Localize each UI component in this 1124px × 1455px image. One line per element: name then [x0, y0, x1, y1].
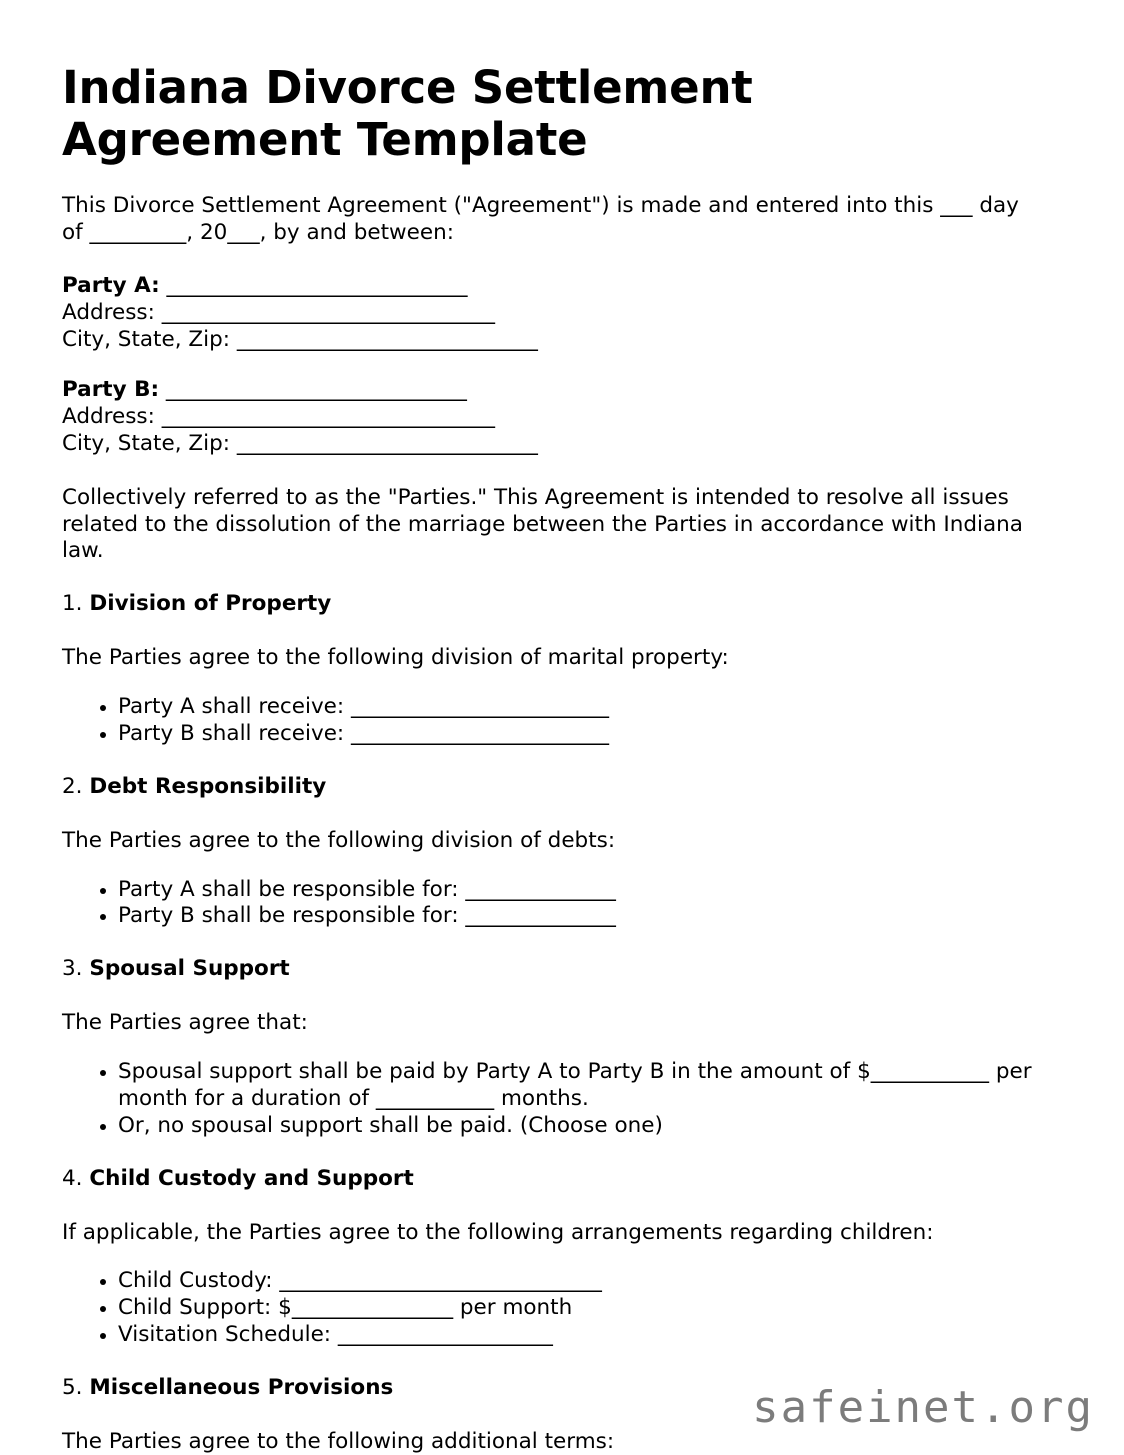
party-b-block: [62, 377, 1046, 457]
intro-paragraph: This Divorce Settlement Agreement ("Agreement") is made and entered into this ___ day of _________, 20___, by and between:: [62, 193, 1019, 246]
document-body: [62, 62, 1046, 1455]
section-lead-1: The Parties agree to the following division of marital property:: [62, 645, 729, 671]
party-b-name-blank: ____________________________: [159, 377, 467, 403]
section-bullets-2: [62, 877, 1046, 931]
section-lead-4: If applicable, the Parties agree to the following arrangements regarding children:: [62, 1219, 934, 1245]
party-b-name-line: [62, 377, 1046, 404]
section-title-4: Child Custody and Support: [89, 1165, 414, 1191]
list-item: Child Support: $_______________ per month: [62, 1295, 1046, 1322]
list-item: Party A shall be responsible for: ______________: [62, 877, 1046, 904]
party-a-city-blank: ____________________________: [229, 326, 538, 352]
party-a-address-label: Address:: [62, 299, 155, 325]
section-heading-1: [62, 591, 1046, 618]
list-item: Child Custody: ______________________________: [62, 1268, 1046, 1295]
section-title-1: Division of Property: [89, 591, 332, 617]
party-b-label: Party B:: [62, 377, 160, 403]
party-b-city-blank: ____________________________: [229, 430, 538, 456]
section-number-5: 5.: [62, 1375, 83, 1401]
section-bullets-1: [62, 694, 1046, 748]
list-item: Visitation Schedule: ____________________: [62, 1322, 1046, 1349]
section-lead-3: The Parties agree that:: [62, 1010, 308, 1036]
list-item: Party B shall be responsible for: ______________: [62, 903, 1046, 930]
section-heading-4: [62, 1166, 1046, 1193]
party-a-city-label: City, State, Zip:: [62, 326, 230, 352]
section-number-2: 2.: [62, 773, 83, 799]
watermark: safeinet.org: [752, 1382, 1094, 1433]
list-item: Or, no spousal support shall be paid. (Choose one): [62, 1113, 1046, 1140]
section-lead-5: The Parties agree to the following additional terms:: [62, 1428, 615, 1454]
list-item: Party B shall receive: ________________________: [62, 721, 1046, 748]
party-separator: [62, 353, 1046, 377]
party-a-name-line: [62, 273, 1046, 300]
section-bullets-3: [62, 1059, 1046, 1140]
party-b-city-line: [62, 431, 1046, 458]
section-number-1: 1.: [62, 591, 83, 617]
section-number-3: 3.: [62, 956, 83, 982]
party-b-address-blank: _______________________________: [154, 404, 495, 430]
section-number-4: 4.: [62, 1165, 83, 1191]
page-title: Indiana Divorce Settlement Agreement Template: [62, 61, 753, 167]
party-a-block: [62, 273, 1046, 353]
list-item: Spousal support shall be paid by Party A to Party B in the amount of $___________ per month for a duration of ___________ months.: [62, 1059, 1046, 1113]
section-bullets-4: [62, 1268, 1046, 1349]
section-title-2: Debt Responsibility: [89, 773, 327, 799]
party-a-name-blank: ____________________________: [159, 273, 468, 299]
party-a-address-line: [62, 300, 1046, 327]
section-heading-2: [62, 774, 1046, 801]
section-lead-2: The Parties agree to the following division of debts:: [62, 827, 616, 853]
party-b-address-line: [62, 404, 1046, 431]
section-title-5: Miscellaneous Provisions: [89, 1375, 394, 1401]
section-title-3: Spousal Support: [89, 956, 290, 982]
collective-paragraph: Collectively referred to as the "Parties." This Agreement is intended to resolve all issues related to the dissolution of the marriage between the Parties in accordance with Indiana law.: [62, 484, 1023, 564]
list-item: Party A shall receive: ________________________: [62, 694, 1046, 721]
party-b-city-label: City, State, Zip:: [62, 430, 230, 456]
party-a-label: Party A:: [62, 273, 160, 299]
party-a-city-line: [62, 327, 1046, 354]
party-b-address-label: Address:: [62, 404, 155, 430]
party-a-address-blank: _______________________________: [154, 299, 495, 325]
section-heading-3: [62, 956, 1046, 983]
